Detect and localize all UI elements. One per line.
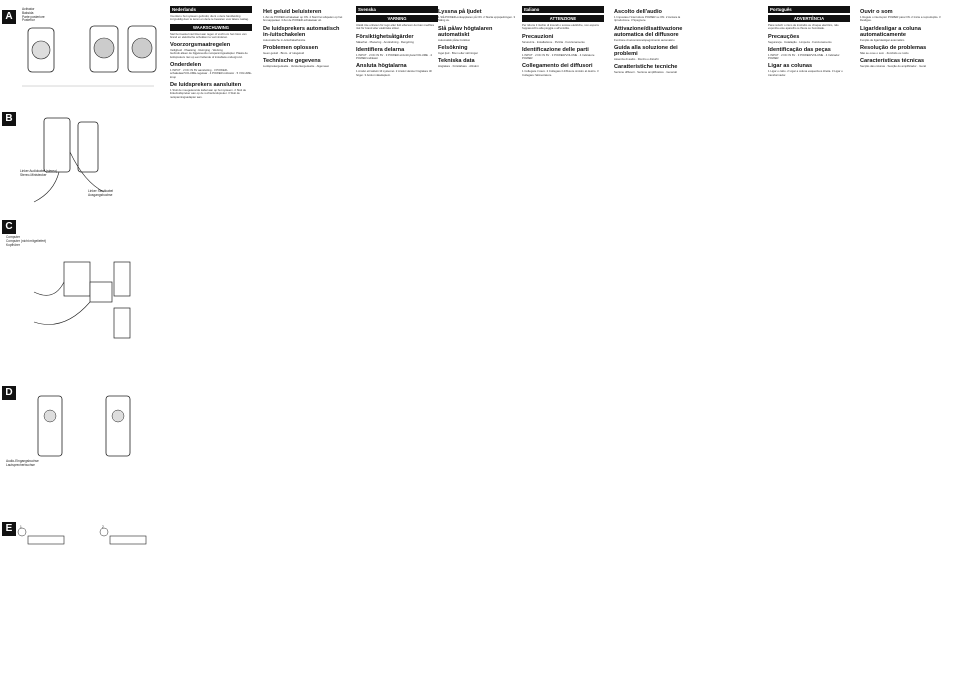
operation-figure-e <box>4 522 164 562</box>
figure-b-label-4: Ausgangsbuchse <box>88 192 113 197</box>
figure-b-label-1: Linker Audiokabel (stereo) <box>20 169 58 173</box>
warning-header-sv: VARNING <box>356 15 438 22</box>
section-body-nl-trouble: Geen geluid · Brom- of ruisgeluid <box>263 50 305 55</box>
figure-label-d: D <box>2 386 16 400</box>
section-title-pt-auto: Ligar/desligar a coluna automaticamente <box>860 25 921 38</box>
section-title-pt-parts: Identificação das peças <box>768 46 831 53</box>
section-title-nl-auto: De luidsprekers automatisch in-/uitschakelen <box>263 25 340 38</box>
section-body-pt-spec: Secção das colunas · Secção do amplificador · Geral <box>860 64 926 69</box>
warning-header-it: ATTENZIONE <box>522 15 604 22</box>
figure-label-b: B <box>2 112 16 126</box>
figure-d-label-2: Lautsprecherbuchse <box>6 462 35 467</box>
figure-b-label-2: Stereo-Ministecker <box>20 172 47 177</box>
speaker-figure-b <box>4 112 164 212</box>
section-title-sv-listen: Lyssna på ljudet <box>438 9 482 15</box>
column-nl-1: Nederlands Voordat u het systeem gebruikt, dient u deze handleiding zorgvuldig door te lezen en deze te bewaren voor latere naslag. WAARSCHUWING Stel het toestel niet bloot aan regen of vocht om het risico van brand en elektrische schokken te verminderen. Voorzorgsmaatregelen Veiligheid · Plaatsing · Reiniging · Werking Gebruik alleen de bijgeleverde netspanningsadapter. Plaats de luidsprekers niet op een hellende of instabiele ondergrond. Onderdelen 1 INPUT · 2 DC IN 6V aansluiting · 3 POWER-schakelaar/VOLUME-regelaar · 4 POWER-indicator · 5 VOLUME-knop De luidsprekers aansluiten 1 Sluit de meegeleverde kabel aan op het systeem. 2 Sluit de linkerluidspreker aan op de rechterluidspreker. 3 Sluit de netspanningsadapter aan. <box>170 7 252 99</box>
section-title-pt-precautions: Precauções <box>768 33 800 40</box>
figure-a-label-1: Activator <box>22 7 35 11</box>
section-body-sv-auto: Automatisk på/av-funktion <box>438 37 471 42</box>
section-title-it-auto: Attivazione/disattivazione automatica del diffusore <box>614 25 683 38</box>
section-title-sv-connect: Ansluta högtalarna <box>356 63 407 70</box>
section-title-pt-spec: Características técnicas <box>860 58 925 65</box>
language-header-pt: Português <box>768 6 850 13</box>
section-body-it-auto: Funzione di accensione/spegnimento automatico <box>614 37 675 42</box>
section-body-it-listen: 1 Impostare l'interruttore POWER su ON. 2 Avviare la riproduzione. 3 Spegnere. <box>614 15 681 23</box>
section-title-pt-listen: Ouvir o som <box>860 9 893 15</box>
section-body-pt-listen: 1 Regule o interruptor POWER para ON. 2 Inicie a reprodução. 3 Desligue. <box>860 15 941 23</box>
section-title-it-spec: Caratteristiche tecniche <box>614 64 678 71</box>
figure-label-e: E <box>2 522 16 536</box>
language-header-sv: Svenska <box>356 6 438 13</box>
section-title-nl-trouble: Problemen oplossen <box>263 44 319 51</box>
figure-label-a: A <box>2 10 16 24</box>
column-pt-2 <box>860 6 950 674</box>
column-pt-1: Português ADVERTÊNCIA Para reduzir o risco de incêndio ou choque eléctrico, não exponha este aparelho à chuva ou humidade. Precauções Segurança · Instalação · Limpeza · Funcionamento Identificação das peças 1 INPUT · 2 DC IN 6V · 3 POWER/VOLUME · 4 Indicador POWER Ligar as colunas 1 Ligar o cabo. 2 Ligar a coluna esquerda à direita. 3 Ligar o transformador. <box>768 6 850 674</box>
section-title-it-precautions: Precauzioni <box>522 33 554 40</box>
panel-figure-d <box>4 388 164 508</box>
warning-header-pt: ADVERTÊNCIA <box>768 15 850 22</box>
section-title-sv-auto: Slå på/av högtalaren automatiskt <box>438 25 493 38</box>
figure-b-label-3: Linker Steckkabel <box>88 189 114 193</box>
section-title-it-trouble: Guida alla soluzione dei problemi <box>614 44 678 57</box>
section-body-sv-listen: 1 Slå POWER-omkopplaren på ON. 2 Starta uppspelningen. 3 Stäng av. <box>438 15 516 23</box>
section-title-nl-precautions: Voorzorgsmaatregelen <box>170 42 231 49</box>
column-sv-2 <box>438 6 520 674</box>
section-body-it-connect: 1 Collegare il cavo. 2 Collegare il diffusore sinistro al destro. 3 Collegare l'alimentatore. <box>522 69 599 77</box>
section-title-nl-parts: Onderdelen <box>170 62 202 69</box>
column-it-2 <box>614 6 696 674</box>
section-body-nl-connect: 1 Sluit de meegeleverde kabel aan op het systeem. 2 Sluit de linkerluidspreker aan op de rechterluidspreker. 3 Sluit de netspanningsadapter aan. <box>170 87 247 99</box>
section-title-sv-spec: Tekniska data <box>438 58 475 65</box>
column-nl-2 <box>263 6 345 674</box>
section-body-sv-spec: Högtalare · Förstärkare · Allmänt <box>438 64 479 69</box>
figure-a-label-4: Posterior <box>22 18 35 23</box>
section-body-sv-connect: 1 Anslut ett kabeln till systemet. 2 Anslut vänster högtalare till höger. 3 Anslut nätadaptern. <box>356 69 432 77</box>
section-body-sv-parts: 1 INPUT · 2 DC IN 6V · 3 POWER-strömbrytare/VOLUME · 4 POWER-indikator <box>356 52 432 61</box>
section-body-pt-connect: 1 Ligar o cabo. 2 Ligar a coluna esquerda à direita. 3 Ligar o transformador. <box>768 69 843 77</box>
column-it-1: Italiano ATTENZIONE Per ridurre il rischio di incendi o scosse elettriche, non esporre l'apparecchio alla pioggia o all'umidità. Precauzioni Sicurezza · Installazione · Pulizia · Funzionamento Identificazione delle parti 1 INPUT · 2 DC IN 6V · 3 POWER/VOLUME · 4 Indicatore POWER Collegamento dei diffusori 1 Collegare il cavo. 2 Collegare il diffusore sinistro al destro. 3 Collegare l'alimentatore. <box>522 6 604 674</box>
section-title-sv-trouble: Felsökning <box>438 44 468 51</box>
figure-c-label-3: Kopfhörer <box>6 242 20 247</box>
figure-d-label-1: Audio-Eingangsbuchse <box>6 459 39 463</box>
section-body-nl-spec: Luidsprekergedeelte · Versterkergedeelte · Algemeen <box>263 64 330 69</box>
section-body-nl-auto: Automatische in-/uitschakelfunctie <box>263 37 306 42</box>
section-body-pt-auto: Função de ligar/desligar automático <box>860 37 905 42</box>
language-header-it: Italiano <box>522 6 604 13</box>
section-title-nl-connect: De luidsprekers aansluiten <box>170 81 242 88</box>
section-body-pt-trouble: Não se ouve o som · Zumbido ou ruído <box>860 50 909 55</box>
figures-panel <box>0 0 164 677</box>
section-body-nl-listen: 1 Zet de POWER-schakelaar op ON. 2 Start het afspelen op het bronapparaat. 3 Zet de POWER-schakelaar uit. <box>263 15 343 23</box>
section-title-it-parts: Identificazione delle parti <box>522 46 589 53</box>
figure-label-c: C <box>2 220 16 234</box>
section-body-pt-parts: 1 INPUT · 2 DC IN 6V · 3 POWER/VOLUME · 4 Indicador POWER <box>768 52 840 61</box>
section-body-it-parts: 1 INPUT · 2 DC IN 6V · 3 POWER/VOLUME · 4 Indicatore POWER <box>522 52 595 61</box>
section-body-sv-trouble: Inget ljud · Brum eller störningar <box>438 50 478 55</box>
section-title-pt-connect: Ligar as colunas <box>768 63 813 70</box>
figure-e-step-1: 1 <box>20 525 22 529</box>
section-title-nl-listen: Het geluid beluisteren <box>263 9 322 15</box>
section-title-pt-trouble: Resolução de problemas <box>860 44 927 51</box>
figure-a-label-3: Parte posteriore <box>22 14 45 19</box>
section-title-it-connect: Collegamento dei diffusori <box>522 63 593 70</box>
figure-e-step-2: 2 <box>102 525 104 529</box>
section-body-pt-precautions: Segurança · Instalação · Limpeza · Funcionamento <box>768 39 832 44</box>
section-title-sv-precautions: Försiktighetsåtgärder <box>356 33 414 40</box>
section-title-nl-spec: Technische gegevens <box>263 58 321 65</box>
language-header-nl: Nederlands <box>170 6 252 13</box>
section-body-nl-precautions: Veiligheid · Plaatsing · Reiniging · Werking <box>170 48 223 53</box>
figure-a-label-2: Baksida <box>22 10 34 15</box>
section-body-sv-precautions: Säkerhet · Placering · Användning · Rengöring <box>356 39 414 44</box>
section-body-nl-parts: 1 INPUT · 2 DC IN 6V aansluiting · 3 POWER-schakelaar/VOLUME-regelaar · 4 POWER-indicator · 5 VOLUME-knop <box>170 68 252 79</box>
section-body-it-precautions: Sicurezza · Installazione · Pulizia · Funzionamento <box>522 39 585 44</box>
figure-c-label-2: Computer (nicht mitgeliefert) <box>6 238 47 243</box>
figure-c-label-1: Computer <box>6 235 20 239</box>
section-body-it-trouble: Assenza di audio · Ronzio o disturbi <box>614 56 659 61</box>
section-title-it-listen: Ascolto dell'audio <box>614 9 662 15</box>
warning-header-nl: WAARSCHUWING <box>170 24 252 31</box>
column-sv-1: Svenska VARNING Utsätt inte enheten för regn eller fukt eftersom det kan medföra risk för brand eller elektriska stötar. Försiktighetsåtgärder Säkerhet · Placering · Användning · Rengöring Identifiera delarna 1 INPUT · 2 DC IN 6V · 3 POWER-strömbrytare/VOLUME · 4 POWER-indikator Ansluta högtalarna 1 Anslut ett kabeln till systemet. 2 Anslut vänster högtalare till höger. 3 Anslut nätadaptern. <box>356 6 438 674</box>
section-title-sv-parts: Identifiera delarna <box>356 46 405 53</box>
section-body-it-spec: Sezione diffusori · Sezione amplificatore · Generali <box>614 70 677 75</box>
